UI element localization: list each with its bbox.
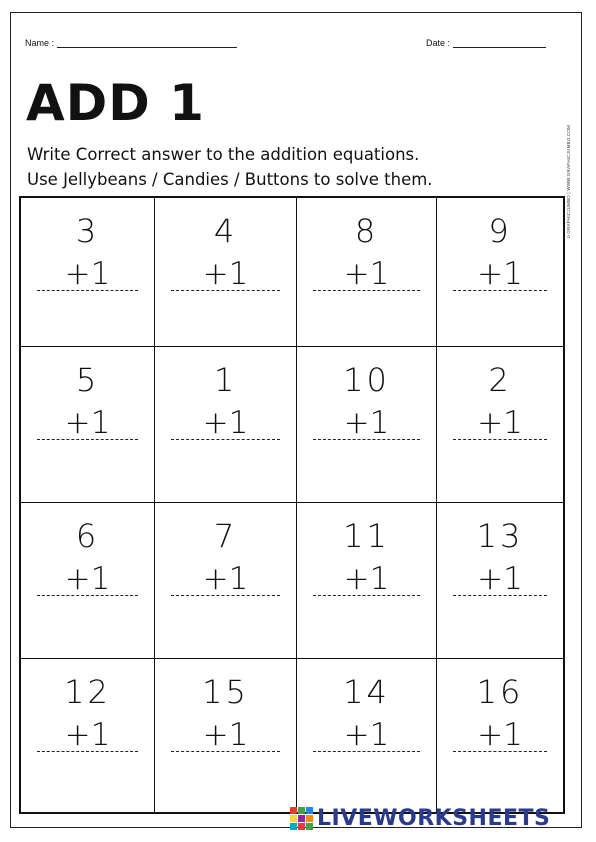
date-label: Date :: [426, 38, 451, 48]
answer-line[interactable]: [171, 751, 280, 752]
problem-number: 16: [476, 673, 524, 711]
problem-number: 13: [476, 517, 524, 555]
problem-number: 11: [343, 517, 390, 555]
liveworksheets-logo-icon: [290, 807, 314, 831]
answer-line[interactable]: [453, 595, 547, 596]
problem-cell: [437, 659, 563, 812]
problem-cell: [155, 347, 297, 503]
problem-number: 10: [343, 361, 390, 399]
problem-operation: +1: [64, 561, 111, 597]
problem-cell: [437, 503, 563, 659]
date-field[interactable]: [426, 38, 546, 48]
logo-square: [298, 815, 305, 822]
problem-operation: +1: [477, 256, 523, 292]
instruction-line-2: Use Jellybeans / Candies / Buttons to solve them.: [27, 170, 433, 189]
problem-number: 12: [64, 673, 111, 711]
problem-cell: [21, 347, 155, 503]
instruction-line-1: Write Correct answer to the addition equations.: [27, 145, 420, 164]
problem-cell: [155, 198, 297, 347]
problem-operation: +1: [343, 405, 390, 441]
page-title: ADD 1: [26, 74, 205, 132]
problem-operation: +1: [64, 405, 111, 441]
name-label: Name :: [25, 38, 55, 48]
brand-text: LIVEWORKSHEETS: [317, 806, 551, 831]
answer-line[interactable]: [313, 290, 420, 291]
logo-square: [306, 807, 313, 814]
date-blank[interactable]: [453, 47, 546, 48]
problem-operation: +1: [343, 717, 390, 753]
name-blank[interactable]: [57, 47, 237, 48]
name-field[interactable]: [25, 38, 237, 48]
problem-operation: +1: [477, 405, 523, 441]
problem-operation: +1: [202, 717, 249, 753]
problem-cell: [297, 503, 437, 659]
answer-line[interactable]: [37, 751, 138, 752]
problem-operation: +1: [202, 405, 249, 441]
answer-line[interactable]: [313, 439, 420, 440]
problem-operation: +1: [64, 717, 111, 753]
answer-line[interactable]: [171, 290, 280, 291]
problem-number: 8: [354, 212, 379, 250]
problem-number: 4: [213, 212, 238, 250]
answer-line[interactable]: [37, 439, 138, 440]
answer-line[interactable]: [313, 595, 420, 596]
problem-operation: +1: [343, 256, 390, 292]
logo-square: [306, 815, 313, 822]
answer-line[interactable]: [37, 595, 138, 596]
logo-square: [290, 823, 297, 830]
side-credit: ©GRAPHICJUMBO | WWW.GRAPHICJUMBO.COM: [566, 125, 571, 239]
logo-square: [298, 823, 305, 830]
problem-operation: +1: [477, 717, 523, 753]
problem-cell: [437, 347, 563, 503]
problem-cell: [297, 198, 437, 347]
problem-cell: [155, 659, 297, 812]
problem-cell: [155, 503, 297, 659]
answer-line[interactable]: [171, 439, 280, 440]
problem-grid: [19, 196, 565, 814]
problem-operation: +1: [202, 561, 249, 597]
problem-cell: [297, 347, 437, 503]
logo-square: [306, 823, 313, 830]
problem-cell: [21, 198, 155, 347]
problem-number: 3: [75, 212, 100, 250]
problem-number: 15: [202, 673, 249, 711]
logo-square: [290, 807, 297, 814]
answer-line[interactable]: [171, 595, 280, 596]
answer-line[interactable]: [313, 751, 420, 752]
logo-square: [290, 815, 297, 822]
problem-number: 7: [213, 517, 238, 555]
problem-operation: +1: [477, 561, 523, 597]
answer-line[interactable]: [453, 290, 547, 291]
problem-number: 6: [75, 517, 100, 555]
problem-number: 1: [213, 361, 238, 399]
answer-line[interactable]: [37, 290, 138, 291]
problem-number: 5: [75, 361, 100, 399]
answer-line[interactable]: [453, 751, 547, 752]
logo-square: [298, 807, 305, 814]
problem-operation: +1: [202, 256, 249, 292]
problem-number: 9: [488, 212, 512, 250]
problem-number: 2: [488, 361, 512, 399]
problem-number: 14: [343, 673, 390, 711]
brand-footer: [290, 806, 550, 831]
problem-cell: [437, 198, 563, 347]
problem-operation: +1: [343, 561, 390, 597]
answer-line[interactable]: [453, 439, 547, 440]
problem-cell: [21, 503, 155, 659]
problem-operation: +1: [64, 256, 111, 292]
problem-cell: [297, 659, 437, 812]
problem-cell: [21, 659, 155, 812]
